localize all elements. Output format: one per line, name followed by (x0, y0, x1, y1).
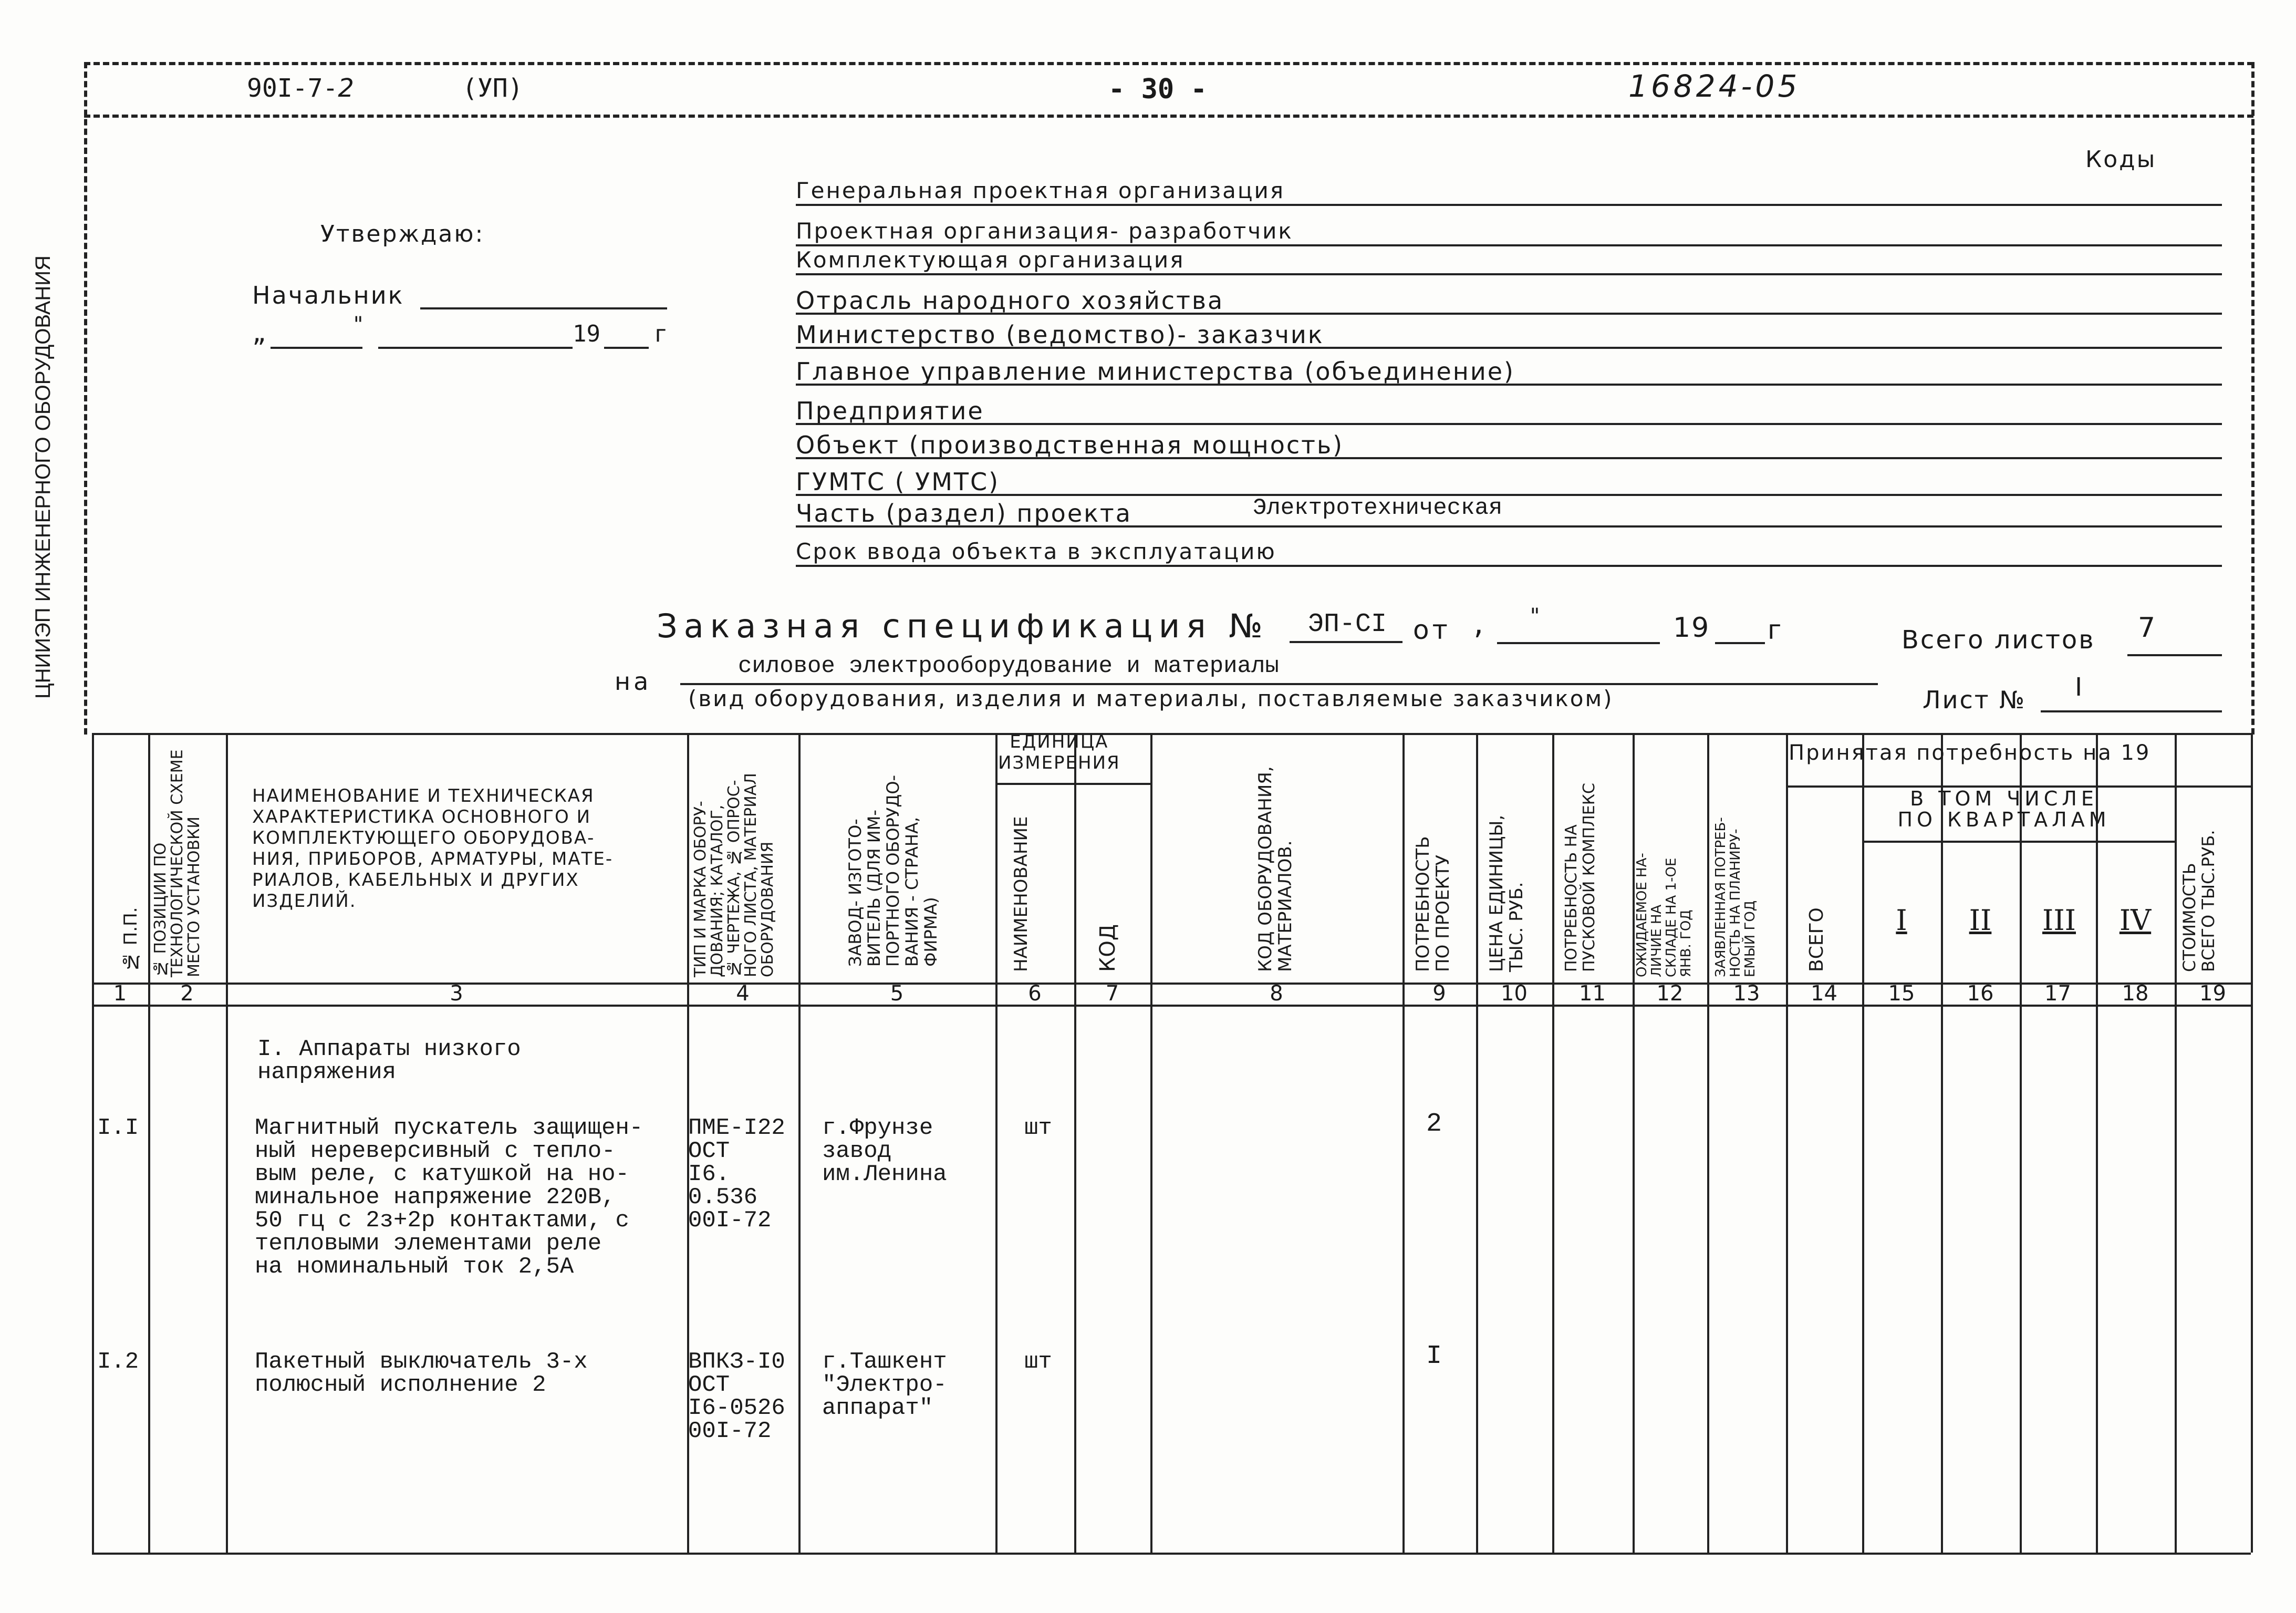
column-number: 6 (1028, 981, 1042, 1006)
column-number: 13 (1733, 981, 1760, 1006)
table-col-line (1707, 733, 1709, 1553)
col-header-6-group: ЕДИНИЦА ИЗМЕРЕНИЯ (998, 731, 1120, 773)
column-number: 5 (890, 981, 904, 1006)
org-field-value[interactable]: Электротехническая (1253, 495, 1503, 521)
org-field-line (796, 204, 2222, 206)
col-header-14: ВСЕГО (1806, 907, 1827, 972)
sheet-no-line (2041, 710, 2222, 712)
total-sheets-label: Всего листов (1902, 625, 2095, 655)
column-number: 10 (1501, 981, 1528, 1006)
column-number: 16 (1967, 981, 1994, 1006)
spec-year-suffix: г (1768, 615, 1785, 645)
col-header-9: ПОТРЕБНОСТЬ ПО ПРОЕКТУ (1412, 836, 1453, 972)
row-1-type: ПМЕ-I22 ОСТ I6. 0.536 00I-72 (688, 1115, 785, 1234)
org-field-line (796, 525, 2222, 528)
org-field-line (796, 457, 2222, 459)
row-1-unit: шт (1024, 1115, 1052, 1141)
col-header-11: ПОТРЕБНОСТЬ НА ПУСКОВОЙ КОМПЛЕКС (1562, 783, 1598, 972)
sheet-no: I (2075, 673, 2086, 702)
column-number: 14 (1811, 981, 1837, 1006)
total-sheets: 7 (2138, 612, 2159, 644)
table-col-line (92, 733, 94, 1553)
approval-year-suffix: г (654, 320, 668, 347)
spec-subject-line (680, 683, 1878, 685)
column-number: 17 (2044, 981, 2071, 1006)
frame-left (84, 62, 87, 735)
col-header-6: НАИМЕНОВАНИЕ (1011, 816, 1032, 972)
frame-top (84, 62, 2253, 65)
approval-month-line (378, 347, 573, 349)
col-header-1: № П.П. (120, 907, 141, 972)
row-2-name: Пакетный выключатель 3-х полюсный исполнение 2 (255, 1349, 588, 1398)
column-number: 4 (736, 981, 750, 1006)
table-col-line (798, 733, 801, 1553)
approval-day-line (271, 347, 362, 349)
col-header-2: № ПОЗИЦИИ ПО ТЕХНОЛОГИЧЕСКОЙ СХЕМЕ МЕСТО УСТАНОВКИ (151, 749, 203, 977)
side-label: ЦНИИЭП ИНЖЕНЕРНОГО ОБОРУДОВАНИЯ (32, 255, 55, 699)
org-field-line (796, 347, 2222, 349)
col-header-12: ОЖИДАЕМОЕ НА- ЛИЧИЕ НА СКЛАДЕ НА 1-ОЕ ЯНВ. ГОД (1634, 853, 1694, 977)
org-field-label: Объект (производственная мощность) (796, 431, 1344, 459)
approval-year-line (604, 347, 649, 349)
org-field-label: Предприятие (796, 397, 984, 425)
org-field-line (796, 273, 2222, 275)
spec-subject: силовое электрооборудование и материалы (738, 653, 1279, 679)
approval-date-quote: " (352, 313, 365, 337)
row-1-qty: 2 (1426, 1109, 1442, 1139)
table-col-line (1862, 733, 1864, 1553)
spec-title: Заказная спецификация № (657, 607, 1269, 645)
column-number: 18 (2122, 981, 2149, 1006)
table-col-line (2020, 733, 2022, 1553)
sheet-label: Лист № (1923, 686, 2027, 714)
codes-label: Коды (2085, 146, 2157, 173)
col-header-5: ЗАВОД- ИЗГОТО- ВИТЕЛЬ (ДЛЯ ИМ- ПОРТНОГО ОБОРУДО- ВАНИЯ - СТРАНА, ФИРМА) (845, 774, 941, 967)
approval-date-prefix: „ (252, 320, 266, 347)
approval-chief: Начальник (252, 281, 404, 309)
row-2-type: ВПКЗ-I0 ОСТ I6-0526 00I-72 (688, 1349, 785, 1444)
row-1-maker: г.Фрунзе завод им.Ленина (822, 1115, 947, 1187)
table-col-line (1476, 733, 1478, 1553)
col-header-16: II (1969, 904, 1992, 937)
row-2-maker: г.Ташкент "Электро- аппарат" (822, 1349, 947, 1421)
spec-number-line (1290, 641, 1402, 643)
org-field-line (796, 384, 2222, 386)
row-1-name: Магнитный пускатель защищен- ный нереверсивный с тепло- вым реле, с катушкой на но- минальное напряжение 220В, 50 гц с 2з+2р контактами, с тепловыми элементами реле на номинальный ток 2,5А (255, 1115, 643, 1280)
section-title: I. Аппараты низкого напряжения (257, 1036, 521, 1085)
column-number: 3 (450, 981, 463, 1006)
table-subheader-line (1862, 841, 2175, 843)
spec-subject-caption: (вид оборудования, изделия и материалы, поставляемые заказчиком) (688, 686, 1614, 711)
row-2-no: I.2 (97, 1349, 139, 1375)
table-col-line (1150, 733, 1152, 1553)
column-number: 19 (2199, 981, 2226, 1006)
row-1-no: I.I (97, 1115, 139, 1141)
org-field-label: Генеральная проектная организация (796, 178, 1285, 203)
table-col-line (1941, 733, 1943, 1553)
col-header-13: ЗАЯВЛЕННАЯ ПОТРЕБ- НОСТЬ НА ПЛАНИРУ- ЕМЫЙ ГОД (1713, 817, 1758, 977)
doc-number: 16824-05 (1628, 68, 1801, 104)
org-field-label: Министерство (ведомство)- заказчик (796, 320, 1324, 349)
doc-code: 90I-7-2 (247, 74, 357, 103)
col-header-14-group: Принятая потребность на 19 (1789, 741, 2151, 765)
table-col-line (1074, 733, 1076, 1553)
org-field-line (796, 313, 2222, 315)
table-col-line (1402, 733, 1405, 1553)
approval-title: Утверждаю: (320, 221, 485, 247)
spec-year: 19 (1673, 612, 1710, 644)
org-field-label: Комплектующая организация (796, 247, 1185, 273)
column-number: 9 (1432, 981, 1446, 1006)
org-field-line (796, 494, 2222, 496)
spec-date-line (1497, 642, 1660, 644)
column-number: 8 (1270, 981, 1283, 1006)
frame-right (2251, 62, 2255, 735)
table-col-line (1552, 733, 1554, 1553)
org-field-label: Срок ввода объекта в эксплуатацию (796, 539, 1276, 564)
spec-from: от (1413, 615, 1451, 645)
org-field-label: Главное управление министерства (объединение) (796, 357, 1515, 386)
org-field-label: Проектная организация- разработчик (796, 218, 1293, 244)
table-col-line (995, 733, 998, 1553)
col-header-18: IV (2119, 904, 2152, 937)
row-2-qty: I (1426, 1341, 1442, 1371)
org-field-label: Отрасль народного хозяйства (796, 286, 1224, 315)
org-field-line (796, 565, 2222, 567)
table-col-line (148, 733, 150, 1553)
org-field-line (796, 423, 2222, 425)
doc-volume: (УП) (462, 74, 523, 103)
spec-year-line (1715, 642, 1765, 644)
column-number: 15 (1888, 981, 1915, 1006)
column-number: 7 (1105, 981, 1119, 1006)
table-col-line (226, 733, 228, 1553)
table-col-line (2096, 733, 2098, 1553)
table-col-line (2251, 733, 2253, 1553)
spec-number: ЭП-СI (1308, 609, 1387, 639)
frame-header-divider (84, 115, 2253, 118)
org-field-label: ГУМТС ( УМТС) (796, 468, 1000, 496)
total-sheets-line (2127, 654, 2222, 656)
spec-date-quote: " (1529, 604, 1542, 628)
column-number: 11 (1579, 981, 1606, 1006)
spec-on-label: на (615, 667, 652, 696)
row-2-unit: шт (1024, 1349, 1052, 1375)
col-header-8: КОД ОБОРУДОВАНИЯ, МАТЕРИАЛОВ. (1255, 766, 1296, 972)
col-header-19: СТОИМОСТЬ ВСЕГО ТЫС.РУБ. (2179, 830, 2218, 972)
table-col-line (2175, 733, 2177, 1553)
table-subheader-line (995, 783, 1150, 785)
column-number: 2 (180, 981, 194, 1006)
col-header-15-18-group: В ТОМ ЧИСЛЕ ПО КВАРТАЛАМ (1897, 787, 2111, 831)
table-col-line (1786, 733, 1788, 1553)
approval-chief-line (420, 307, 667, 309)
approval-year-prefix: 19 (573, 320, 600, 347)
column-number: 12 (1656, 981, 1684, 1006)
col-header-17: III (2042, 904, 2076, 937)
col-header-4: ТИП И МАРКА ОБОРУ- ДОВАНИЯ; КАТАЛОГ, № ЧЕРТЕЖА, № ОПРОС- НОГО ЛИСТА, МАТЕРИАЛ ОБОРУДОВАНИЯ (691, 773, 777, 977)
page-number: - 30 - (1108, 74, 1207, 105)
column-number: 1 (113, 981, 127, 1006)
org-field-label: Часть (раздел) проекта (796, 499, 1132, 528)
col-header-3: НАИМЕНОВАНИЕ И ТЕХНИЧЕСКАЯ ХАРАКТЕРИСТИКА ОСНОВНОГО И КОМПЛЕКТУЮЩЕГО ОБОРУДОВА- НИЯ, ПРИБОРОВ, АРМАТУРЫ, МАТЕ- РИАЛОВ, КАБЕЛЬНЫХ И ДРУГИХ ИЗДЕЛИЙ. (252, 785, 614, 912)
org-field-line (796, 244, 2222, 246)
col-header-10: ЦЕНА ЕДИНИЦЫ, ТЫС. РУБ. (1486, 814, 1527, 972)
col-header-7: КОД (1096, 924, 1120, 972)
col-header-15: I (1896, 904, 1907, 937)
